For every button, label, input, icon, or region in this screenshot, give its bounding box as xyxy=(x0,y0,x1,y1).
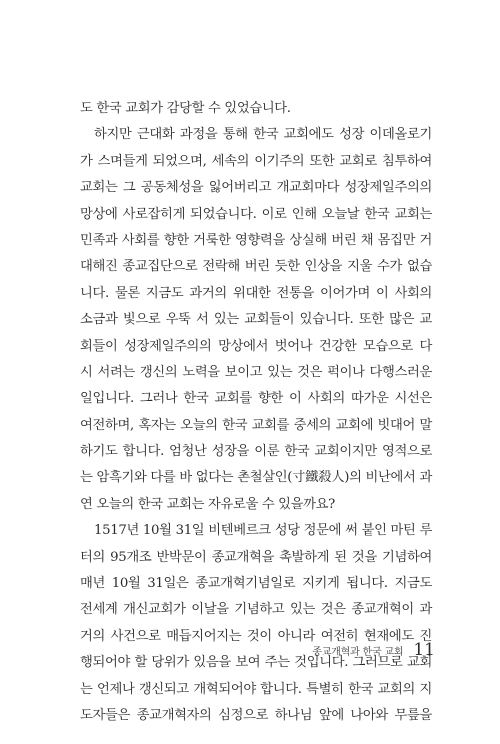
text-line: 시 서려는 갱신의 노력을 보이고 있는 것은 퍽이나 다행스러운 xyxy=(80,364,432,380)
text-line: 교회는 그 공동체성을 잃어버리고 개교회마다 성장제일주의의 xyxy=(80,180,432,196)
running-title: 종교개혁과 한국 교회 xyxy=(312,647,404,658)
text-line: 도 한국 교회가 감당할 수 있었습니다. xyxy=(80,101,291,116)
text-line: 도자들은 종교개혁자의 심정으로 하나님 앞에 나아와 무릎을 xyxy=(80,707,432,723)
page-number: 11 xyxy=(413,640,435,660)
text-line: 거의 사건으로 매듭지어지는 것이 아니라 여전히 현재에도 진 xyxy=(80,628,432,644)
text-line: 터의 95개조 반박문이 종교개혁을 촉발하게 된 것을 기념하여 xyxy=(80,549,432,565)
text-line: 회들이 성장제일주의의 망상에서 벗어나 건강한 모습으로 다 xyxy=(80,338,432,354)
text-line: 전세계 개신교회가 이날을 기념하고 있는 것은 종교개혁이 과 xyxy=(80,602,432,618)
text-line: 1517년 10월 31일 비텐베르크 성당 정문에 써 붙인 마틴 루 xyxy=(94,523,432,539)
text-line: 망상에 사로잡히게 되었습니다. 이로 인해 오늘날 한국 교회는 xyxy=(80,206,432,222)
text-line: 행되어야 할 당위가 있음을 보여 주는 것입니다. 그러므로 교회 xyxy=(80,655,432,671)
text-line: 대해진 종교집단으로 전락해 버린 듯한 인상을 지울 수가 없습 xyxy=(80,259,432,275)
text-line: 하지만 근대화 과정을 통해 한국 교회에도 성장 이데올로기 xyxy=(94,127,432,143)
text-line: 는 암흑기와 다를 바 없다는 촌철살인(寸鐵殺人)의 비난에서 과 xyxy=(80,470,432,486)
text-line: 연 오늘의 한국 교회는 자유로울 수 있을까요? xyxy=(80,496,335,512)
text-line: 매년 10월 31일은 종교개혁기념일로 지키게 됩니다. 지금도 xyxy=(80,576,432,592)
text-line: 일입니다. 그러나 한국 교회를 향한 이 사회의 따가운 시선은 xyxy=(80,391,432,407)
text-line: 니다. 물론 지금도 과거의 위대한 전통을 이어가며 이 사회의 xyxy=(80,285,432,301)
text-line: 하기도 합니다. 엄청난 성장을 이룬 한국 교회이지만 영적으로 xyxy=(80,444,432,460)
page-footer xyxy=(290,640,435,670)
text-line: 는 언제나 갱신되고 개혁되어야 합니다. 특별히 한국 교회의 지 xyxy=(80,681,432,697)
text-line: 여전하며, 혹자는 오늘의 한국 교회를 중세의 교회에 빗대어 말 xyxy=(80,417,432,433)
text-line: 민족과 사회를 향한 거룩한 영향력을 상실해 버린 채 몸집만 거 xyxy=(80,232,432,248)
text-line: 가 스며들게 되었으며, 세속의 이기주의 또한 교회로 침투하여 xyxy=(80,153,432,169)
body-text xyxy=(80,96,432,729)
text-line: 소금과 빛으로 우뚝 서 있는 교회들이 있습니다. 또한 많은 교 xyxy=(80,312,432,328)
